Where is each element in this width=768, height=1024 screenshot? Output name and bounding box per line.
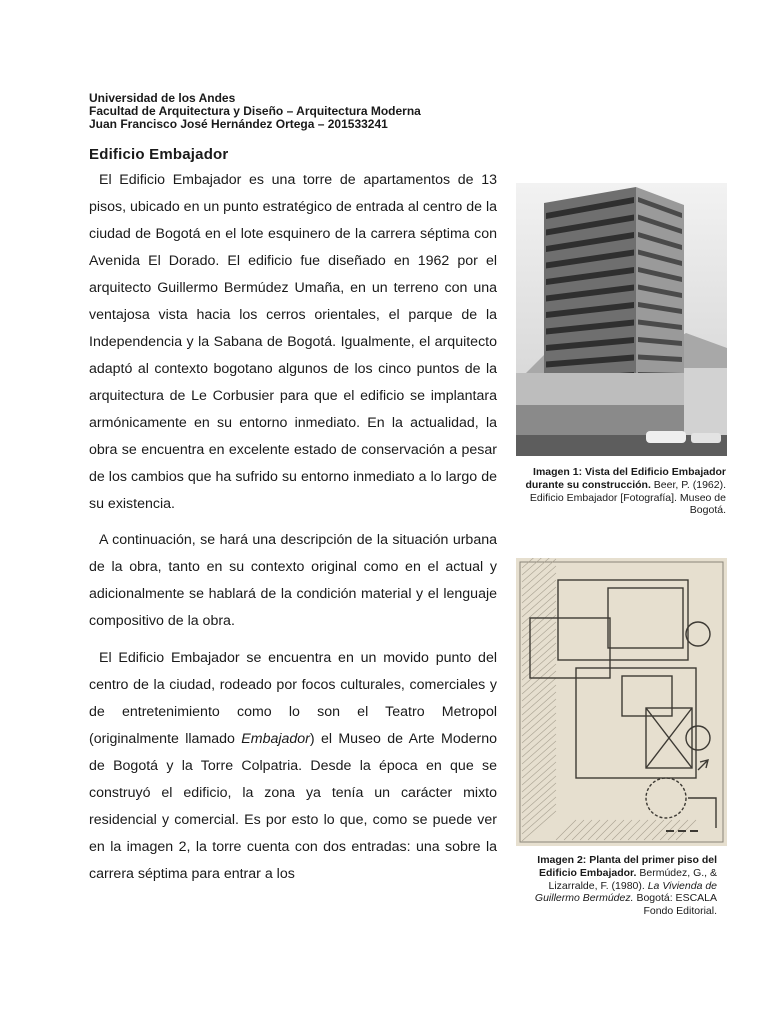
document-header	[89, 92, 421, 131]
figure-2-caption-publisher: Bogotá: ESCALA Fondo Editorial.	[633, 892, 717, 918]
paragraph-3-italic: Embajador	[241, 731, 310, 747]
figure-2-caption-title: Imagen 2: Planta del primer piso del Edificio Embajador.	[537, 854, 717, 879]
figure-1-building-photo	[516, 183, 727, 456]
header-faculty: Facultad de Arquitectura y Diseño – Arquitectura Moderna	[89, 104, 421, 118]
header-university: Universidad de los Andes	[89, 91, 236, 105]
paragraph-1: El Edificio Embajador es una torre de apartamentos de 13 pisos, ubicado en un punto estratégico de entrada al centro de la ciudad de Bogotá en el lote esquinero de la carrera séptima con Avenida El Dorado. El edificio fue diseñado en 1962 por el arquitecto Guillermo Bermúdez Umaña, en un terreno con una ventajosa vista hacia los cerros orientales, el parque de la Independencia y la Sabana de Bogotá. Igualmente, el arquitecto adaptó al contexto bogotano algunos de los cinco puntos de la arquitectura de Le Corbusier para que el edificio se implantara armónicamente en su entorno inmediato. En la actualidad, la obra se encuentra en excelente estado de conservación a pesar de los cambios que ha sufrido su entorno inmediato a lo largo de su existencia.	[89, 172, 497, 512]
figure-1-caption	[512, 466, 726, 517]
paragraph-3	[89, 645, 497, 888]
paragraph-2: A continuación, se hará una descripción de la situación urbana de la obra, tanto en su contexto original como en el actual y adicionalmente se hablará de la condición material y el lenguaje compositivo de la obra.	[89, 532, 497, 629]
figure-2-caption-book-title: La Vivienda de Guillermo Bermúdez.	[534, 879, 717, 905]
figure-2-caption	[512, 854, 717, 918]
figure-2-caption-authors: Bermúdez, G., & Lizarralde, F. (1980).	[548, 866, 717, 892]
header-author: Juan Francisco José Hernández Ortega – 201533241	[89, 117, 388, 131]
figure-2-floor-plan	[516, 558, 727, 846]
paragraph-3-part-b: ) el Museo de Arte Moderno de Bogotá y la Torre Colpatria. Desde la época en que se construyó el edificio, la zona ya tenía un carácter mixto residencial y comercial. Es por esto lo que, como se puede ver en la imagen 2, la torre cuenta con dos entradas: una sobre la carrera séptima para entrar a los	[89, 731, 497, 882]
body-text	[89, 167, 497, 898]
paragraph-3-part-a: El Edificio Embajador se encuentra en un movido punto del centro de la ciudad, rodeado por focos culturales, comerciales y de entretenimiento como lo son el Teatro Metropol (originalmente llamado	[89, 650, 497, 747]
figure-1-caption-title: Imagen 1: Vista del Edificio Embajador durante su construcción.	[525, 466, 726, 491]
figure-1-caption-source: Beer, P. (1962). Edificio Embajador [Fotografía]. Museo de Bogotá.	[529, 478, 726, 517]
document-title: Edificio Embajador	[89, 146, 229, 163]
